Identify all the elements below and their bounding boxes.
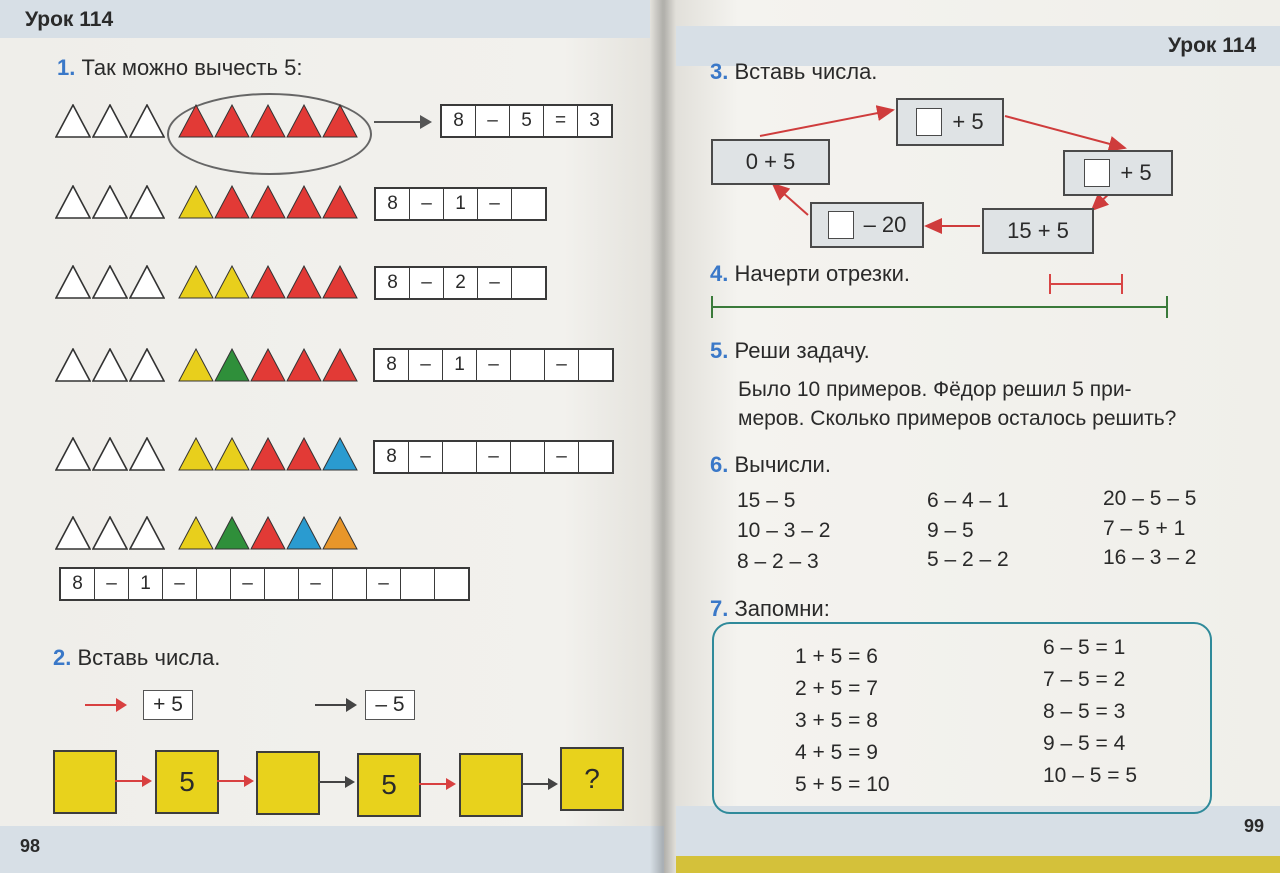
equation-cell: 8 bbox=[375, 442, 409, 472]
red-triangle bbox=[178, 104, 214, 138]
task3-left-expr: 0 + 5 bbox=[745, 149, 796, 174]
equation-cell: – bbox=[545, 442, 579, 472]
calc-item: 7 – 5 + 1 bbox=[1103, 517, 1186, 540]
equation-cell bbox=[511, 350, 545, 380]
arrow-bottom-left-to-start bbox=[773, 184, 808, 215]
red-triangle bbox=[286, 348, 322, 382]
equation-cell: – bbox=[477, 442, 511, 472]
equation-cell: – bbox=[409, 350, 443, 380]
equation-cell: 3 bbox=[589, 110, 600, 131]
task2-number: 2. bbox=[53, 645, 72, 670]
legend-plus-arrowhead-icon bbox=[116, 698, 127, 712]
equation-cell: = bbox=[544, 106, 578, 136]
task3-top-box bbox=[896, 98, 1004, 146]
calc-item: 8 – 2 – 3 bbox=[737, 550, 819, 573]
outline-triangle bbox=[92, 265, 128, 299]
chain-box: ? bbox=[560, 747, 624, 811]
yellow-triangle bbox=[178, 348, 214, 382]
red-segment-tick-right bbox=[1121, 274, 1123, 294]
red-triangle bbox=[250, 265, 286, 299]
outline-triangle bbox=[129, 104, 165, 138]
chain-arrowhead-icon bbox=[446, 778, 456, 790]
outline-triangle bbox=[55, 437, 91, 471]
legend-minus-arrow bbox=[315, 704, 348, 706]
task5-heading bbox=[710, 338, 870, 364]
short-red-segment bbox=[1050, 283, 1122, 285]
equation-cell: – bbox=[409, 442, 443, 472]
task4-number: 4. bbox=[710, 261, 729, 286]
red-triangle bbox=[286, 104, 322, 138]
task3-number: 3. bbox=[710, 59, 729, 84]
task7-number: 7. bbox=[710, 596, 729, 621]
equation-cell: 8 bbox=[375, 350, 409, 380]
memo-frame bbox=[712, 622, 1212, 814]
task3-bottom-left-expr: – 20 bbox=[863, 212, 907, 237]
blue-triangle bbox=[322, 437, 358, 471]
outline-triangle bbox=[92, 348, 128, 382]
task2-heading bbox=[53, 645, 220, 671]
equation-cell bbox=[265, 569, 299, 599]
memo-right-item: 9 – 5 = 4 bbox=[1043, 732, 1126, 755]
book-gutter bbox=[650, 0, 676, 873]
equation-cell bbox=[512, 268, 545, 298]
equation-cell: 1 bbox=[444, 189, 478, 219]
red-triangle bbox=[322, 348, 358, 382]
task3-bottom-right-box bbox=[982, 208, 1094, 254]
chain-box bbox=[459, 753, 523, 817]
legend-plus-arrow bbox=[85, 704, 118, 706]
red-triangle bbox=[250, 437, 286, 471]
equation-cell: 5 bbox=[510, 106, 544, 136]
red-segment-tick-left bbox=[1049, 274, 1051, 294]
equation-cell: – bbox=[478, 268, 512, 298]
task5-line2: меров. Сколько примеров осталось решить? bbox=[738, 407, 1177, 430]
red-triangle bbox=[286, 437, 322, 471]
memo-right-item: 6 – 5 = 1 bbox=[1043, 636, 1126, 659]
chain-arrowhead-icon bbox=[244, 775, 254, 787]
yellow-triangle bbox=[178, 516, 214, 550]
red-triangle bbox=[214, 104, 250, 138]
equation-cell: 8 bbox=[376, 268, 410, 298]
page-number-right: 99 bbox=[1244, 816, 1265, 836]
chain-box bbox=[53, 750, 117, 814]
legend-minus-arrowhead-icon bbox=[346, 698, 357, 712]
green-triangle bbox=[214, 348, 250, 382]
task2-title: Вставь числа. bbox=[77, 645, 221, 670]
equation-cell: – bbox=[478, 189, 512, 219]
equation-cell bbox=[511, 442, 545, 472]
equation-cell: 1 bbox=[129, 569, 163, 599]
outline-triangle bbox=[55, 104, 91, 138]
equation-boxes bbox=[374, 266, 547, 300]
green-segment-tick-left bbox=[711, 296, 713, 318]
task1-arrow bbox=[374, 121, 424, 123]
equation-cell: – bbox=[410, 268, 444, 298]
chain-arrow bbox=[217, 780, 245, 782]
task3-heading bbox=[710, 59, 877, 85]
outline-triangle bbox=[92, 185, 128, 219]
chain-arrowhead-icon bbox=[345, 776, 355, 788]
calc-item: 9 – 5 bbox=[927, 519, 974, 542]
task1-heading bbox=[57, 55, 302, 81]
answer-square bbox=[828, 211, 854, 239]
equation-boxes bbox=[373, 440, 614, 474]
chain-box bbox=[256, 751, 320, 815]
outline-triangle bbox=[55, 265, 91, 299]
red-triangle bbox=[250, 348, 286, 382]
red-triangle bbox=[322, 265, 358, 299]
equation-boxes bbox=[373, 348, 614, 382]
equation-cell: – bbox=[476, 106, 510, 136]
memo-right-item: 10 – 5 = 5 bbox=[1043, 764, 1137, 787]
equation-cell bbox=[435, 569, 468, 599]
outline-triangle bbox=[92, 516, 128, 550]
equation-cell: 8 bbox=[61, 569, 95, 599]
legend-plus-box: + 5 bbox=[143, 690, 193, 720]
equation-cell bbox=[333, 569, 367, 599]
equation-boxes bbox=[374, 187, 547, 221]
red-triangle bbox=[250, 104, 286, 138]
calc-item: 6 – 4 – 1 bbox=[927, 489, 1009, 512]
red-triangle bbox=[322, 185, 358, 219]
memo-right-item: 7 – 5 = 2 bbox=[1043, 668, 1126, 691]
outline-triangle bbox=[55, 348, 91, 382]
calc-item: 20 – 5 – 5 bbox=[1103, 487, 1197, 510]
task1-title: Так можно вычесть 5: bbox=[81, 55, 303, 80]
red-triangle bbox=[250, 516, 286, 550]
arrow-top-to-right bbox=[1005, 116, 1125, 148]
chain-arrow bbox=[318, 781, 346, 783]
yellow-triangle bbox=[214, 437, 250, 471]
task3-right-box bbox=[1063, 150, 1173, 196]
calc-item: 16 – 3 – 2 bbox=[1103, 546, 1197, 569]
outline-triangle bbox=[129, 265, 165, 299]
task4-title: Начерти отрезки. bbox=[734, 261, 910, 286]
task5-title: Реши задачу. bbox=[734, 338, 870, 363]
legend-minus-box: – 5 bbox=[365, 690, 415, 720]
chain-box: 5 bbox=[357, 753, 421, 817]
chain-arrowhead-icon bbox=[548, 778, 558, 790]
equation-cell: – bbox=[163, 569, 197, 599]
memo-left-item: 1 + 5 = 6 bbox=[795, 645, 878, 668]
outline-triangle bbox=[92, 104, 128, 138]
task3-title: Вставь числа. bbox=[734, 59, 878, 84]
page-number-left: 98 bbox=[20, 836, 41, 856]
equation-cell: – bbox=[367, 569, 401, 599]
equation-cell bbox=[443, 442, 477, 472]
answer-square bbox=[916, 108, 942, 136]
lesson-title-right: Урок 114 bbox=[1168, 34, 1257, 57]
outline-triangle bbox=[92, 437, 128, 471]
memo-left-item: 5 + 5 = 10 bbox=[795, 773, 890, 796]
task5-number: 5. bbox=[710, 338, 729, 363]
chain-arrow bbox=[521, 783, 549, 785]
task1-arrowhead-icon bbox=[420, 115, 432, 129]
task7-heading bbox=[710, 596, 830, 622]
equation-cell bbox=[401, 569, 435, 599]
equation-cell: – bbox=[410, 189, 444, 219]
task3-top-expr: + 5 bbox=[952, 109, 984, 134]
outline-triangle bbox=[55, 516, 91, 550]
arrow-left-to-top bbox=[760, 110, 893, 136]
equation-cell: – bbox=[231, 569, 265, 599]
task3-bottom-left-box bbox=[810, 202, 924, 248]
equation-cell: – bbox=[545, 350, 579, 380]
red-triangle bbox=[322, 104, 358, 138]
task3-left-box bbox=[711, 139, 830, 185]
yellow-triangle bbox=[178, 185, 214, 219]
task3-right-expr: + 5 bbox=[1120, 160, 1152, 185]
equation-cell: 8 bbox=[442, 106, 476, 136]
equation-cell: – bbox=[299, 569, 333, 599]
memo-left-item: 3 + 5 = 8 bbox=[795, 709, 878, 732]
chain-arrow bbox=[115, 780, 143, 782]
task3-bottom-right-expr: 15 + 5 bbox=[1007, 218, 1069, 243]
yellow-triangle bbox=[178, 437, 214, 471]
equation-cell bbox=[197, 569, 231, 599]
yellow-triangle bbox=[214, 265, 250, 299]
calc-item: 15 – 5 bbox=[737, 489, 796, 512]
equation-cell bbox=[579, 350, 612, 380]
equation-cell: 2 bbox=[444, 268, 478, 298]
memo-right-item: 8 – 5 = 3 bbox=[1043, 700, 1126, 723]
outline-triangle bbox=[55, 185, 91, 219]
chain-box: 5 bbox=[155, 750, 219, 814]
red-triangle bbox=[250, 185, 286, 219]
task6-number: 6. bbox=[710, 452, 729, 477]
yellow-triangle bbox=[178, 265, 214, 299]
equation-cell bbox=[512, 189, 545, 219]
red-triangle bbox=[286, 185, 322, 219]
outline-triangle bbox=[129, 437, 165, 471]
task1-number: 1. bbox=[57, 55, 76, 80]
task5-line1: Было 10 примеров. Фёдор решил 5 при- bbox=[738, 378, 1132, 401]
green-segment-tick-right bbox=[1166, 296, 1168, 318]
memo-left-item: 2 + 5 = 7 bbox=[795, 677, 878, 700]
equation-boxes bbox=[440, 104, 613, 138]
equation-cell: 8 bbox=[376, 189, 410, 219]
red-triangle bbox=[214, 185, 250, 219]
book-cover-edge bbox=[676, 856, 1280, 873]
blue-triangle bbox=[286, 516, 322, 550]
outline-triangle bbox=[129, 516, 165, 550]
chain-arrowhead-icon bbox=[142, 775, 152, 787]
green-triangle bbox=[214, 516, 250, 550]
long-green-segment bbox=[712, 306, 1168, 308]
lesson-title-left: Урок 114 bbox=[25, 8, 114, 31]
outline-triangle bbox=[129, 185, 165, 219]
task4-heading bbox=[710, 261, 910, 287]
equation-boxes bbox=[59, 567, 470, 601]
orange-triangle bbox=[322, 516, 358, 550]
memo-left-item: 4 + 5 = 9 bbox=[795, 741, 878, 764]
left-footer-strip bbox=[0, 826, 664, 873]
equation-cell: 1 bbox=[443, 350, 477, 380]
task6-heading bbox=[710, 452, 831, 478]
outline-triangle bbox=[129, 348, 165, 382]
red-triangle bbox=[286, 265, 322, 299]
chain-arrow bbox=[419, 783, 447, 785]
answer-square bbox=[1084, 159, 1110, 187]
equation-cell: – bbox=[95, 569, 129, 599]
task7-title: Запомни: bbox=[734, 596, 830, 621]
calc-item: 5 – 2 – 2 bbox=[927, 548, 1009, 571]
equation-cell: – bbox=[477, 350, 511, 380]
equation-cell bbox=[579, 442, 612, 472]
calc-item: 10 – 3 – 2 bbox=[737, 519, 831, 542]
task6-title: Вычисли. bbox=[734, 452, 831, 477]
